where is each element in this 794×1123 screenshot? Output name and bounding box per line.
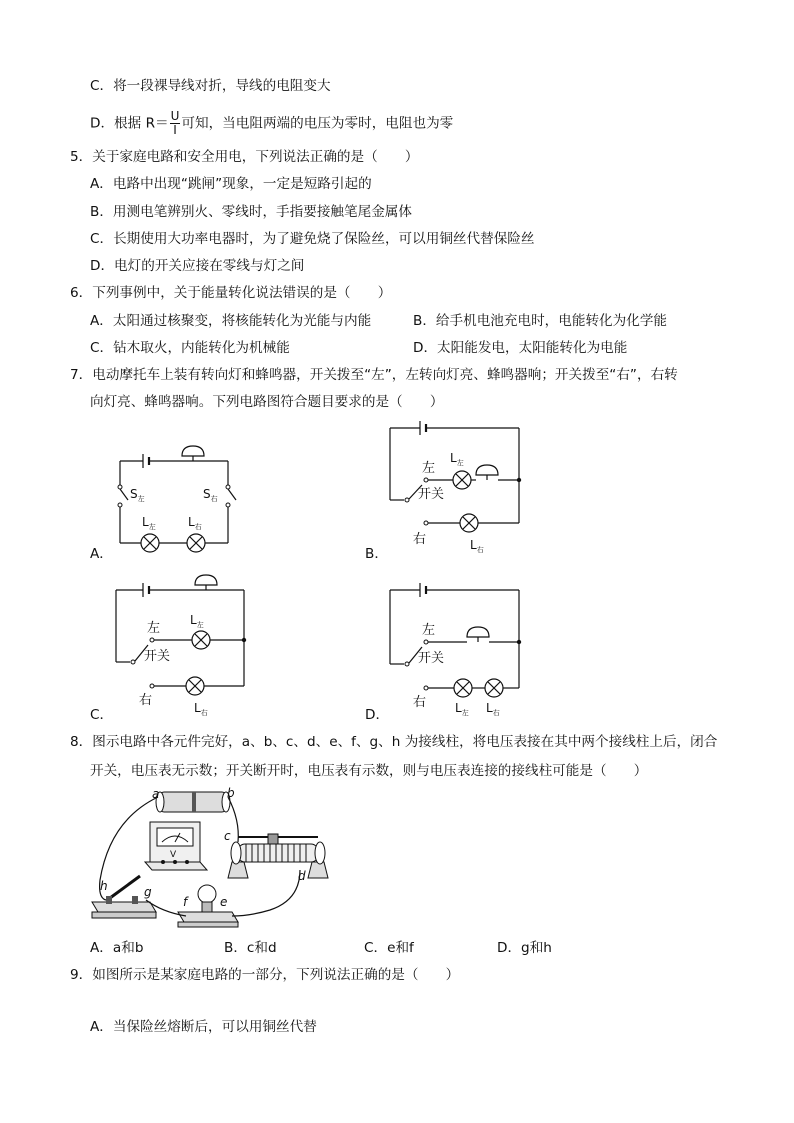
svg-text:c: c: [224, 829, 231, 843]
svg-text:开关: 开关: [144, 649, 171, 664]
q7-stem-line2: 向灯亮、蜂鸣器响。下列电路图符合题目要求的是（ ）: [90, 394, 444, 410]
q6-option-c: C．钻木取火，内能转化为机械能: [90, 340, 290, 356]
svg-text:左: 左: [422, 623, 436, 638]
q8-option-a: A．a和b: [90, 940, 144, 956]
svg-text:L右: $L_右$: [486, 701, 500, 717]
svg-text:L右: $L_右$: [188, 515, 202, 531]
q7-option-c-label: C．: [90, 707, 114, 723]
svg-text:右: 右: [413, 695, 427, 710]
q9-option-a: A．当保险丝熔断后，可以用铜丝代替: [90, 1019, 317, 1035]
q5-option-c: C．长期使用大功率电器时，为了避免烧了保险丝，可以用铜丝代替保险丝: [90, 231, 535, 247]
q8-stem-line2: 开关，电压表无示数；开关断开时，电压表有示数，则与电压表连接的接线柱可能是（ ）: [90, 763, 648, 779]
svg-text:g: g: [144, 885, 152, 899]
q7-stem-line1: 7．电动摩托车上装有转向灯和蜂鸣器，开关拨至“左”，左转向灯亮、蜂鸣器响；开关拨至“右”，右转: [70, 367, 678, 383]
q5-option-d: D．电灯的开关应接在零线与灯之间: [90, 258, 305, 274]
q6-stem: 6．下列事例中，关于能量转化说法错误的是（ ）: [70, 285, 392, 301]
svg-text:e: e: [220, 895, 228, 909]
svg-text:开关: 开关: [418, 651, 445, 666]
svg-text:开关: 开关: [418, 487, 445, 502]
q8-option-b: B．c和d: [224, 940, 277, 956]
q5-option-b: B．用测电笔辨别火、零线时，手指要接触笔尾金属体: [90, 204, 412, 220]
svg-text:S右: $S_右$: [203, 487, 218, 503]
svg-text:L左: $L_左$: [455, 701, 469, 717]
fraction-denominator: I: [173, 123, 177, 137]
svg-text:L左: $L_左$: [190, 613, 204, 629]
svg-text:a: a: [152, 787, 160, 801]
q6-option-d: D．太阳能发电，太阳能转化为电能: [413, 340, 628, 356]
svg-text:d: d: [298, 869, 306, 883]
svg-text:f: f: [183, 895, 188, 909]
svg-text:V: V: [170, 850, 177, 860]
fraction-numerator: U: [170, 109, 180, 123]
q8-option-d: D．g和h: [497, 940, 552, 956]
svg-text:h: h: [100, 879, 108, 893]
q5-option-a: A．电路中出现“跳闸”现象，一定是短路引起的: [90, 176, 372, 192]
q8-stem-line1: 8．图示电路中各元件完好，a、b、c、d、e、f、g、h 为接线柱，将电压表接在其中两个接线柱上后，闭合: [70, 734, 718, 750]
q7-option-b-label: B．: [365, 546, 388, 562]
svg-text:右: 右: [413, 532, 427, 547]
svg-text:左: 左: [422, 461, 436, 476]
svg-text:L右: $L_右$: [194, 701, 208, 717]
q4-option-c: C．将一段裸导线对折，导线的电阻变大: [90, 78, 331, 94]
q6-option-b: B．给手机电池充电时，电能转化为化学能: [413, 313, 668, 329]
q8-option-c: C．e和f: [364, 940, 414, 956]
q7-option-a-label: A．: [90, 546, 113, 562]
q9-stem: 9．如图所示是某家庭电路的一部分，下列说法正确的是（ ）: [70, 967, 460, 983]
q5-stem: 5．关于家庭电路和安全用电，下列说法正确的是（ ）: [70, 149, 419, 165]
svg-text:L右: $L_右$: [470, 538, 484, 554]
q6-option-a: A．太阳通过核聚变，将核能转化为光能与内能: [90, 313, 372, 329]
q7-option-d-label: D．: [365, 707, 390, 723]
svg-text:b: b: [227, 786, 235, 800]
svg-text:L左: $L_左$: [450, 451, 464, 467]
svg-text:左: 左: [147, 621, 161, 636]
svg-text:右: 右: [139, 693, 153, 708]
svg-text:S左: $S_左$: [130, 487, 145, 503]
q4-option-d-prefix: D．根据 R＝: [90, 115, 169, 132]
q4-option-d-suffix: 可知，当电阻两端的电压为零时，电阻也为零: [181, 115, 454, 132]
svg-text:L左: $L_左$: [142, 515, 156, 531]
